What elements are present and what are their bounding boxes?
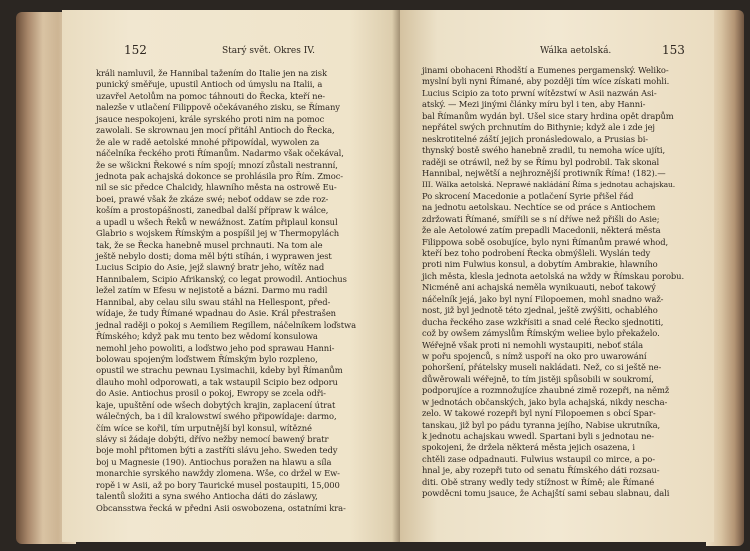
text-line: dlauho mohl odporowati, a tak wstaupil Scipio bez odporu — [96, 376, 338, 387]
text-line: důwěrowali wéřejně, to tím jistěji spůsobili w soukromí, — [422, 373, 654, 384]
text-line: wídaje, že tudy Římané wpadnau do Asie. Král přestrašen — [96, 308, 336, 319]
text-line: bolowau spojeným loďstwem Římským bylo rozpleno, — [96, 353, 318, 364]
text-line: proti nim Fulwius konsul, a dobytím Ambrakie, hlawního — [422, 259, 658, 270]
text-line: že se wšickni Řekowé s ním spojí; mnozí zůstali nestranní, — [96, 159, 338, 170]
text-line: nost, již byl jednotě této zjednal, ještě zwýšiti, ochablého — [422, 305, 658, 316]
text-line: atský. — Mezi jinými články míru byl i ten, aby Hanni- — [422, 99, 646, 110]
text-line: spokojeni, že držela některá města jejich osazena, i — [422, 442, 635, 453]
text-line: Filippowa sobě osobujíce, bylo nyni Římanům prawé whod, — [422, 236, 669, 247]
text-line: jednota pak achajská dokonce se prohlásila pro Řím. Zmoc- — [96, 170, 344, 181]
text-line: pohoršení, přátelsky museli nakládati. Než, co si ještě ne- — [422, 362, 662, 373]
text-line: kteří bez toho podrobení Řecka obmýšleli. Wyslán tedy — [422, 248, 651, 258]
text-line: zawolali. Se skrownau jen mocí přitáhl Antioch do Řecka, — [96, 125, 335, 136]
text-line: Obcansstwa řecká w předni Asii oswobozena, ostatními kra- — [96, 502, 346, 513]
text-line: náčelník jejá, jako byl nyní Filopoemen, mohl snadno waž- — [422, 293, 664, 304]
text-line: jich města, klesla jednota aetolská na wždy w Římskau porobu. — [422, 270, 685, 281]
text-line: raději se otráwil, než by se Římu byl podrobil. Tak skonal — [422, 156, 660, 167]
open-book — [6, 4, 744, 547]
text-line: podporujíce a rozmnožujíce zhaubné zimě rozepři, na němž — [422, 385, 670, 396]
text-line: slávy si žádaje dobýti, dřívo nežby nemocí bawený bratr — [96, 434, 329, 444]
text-line: na jednotu aetolskau. Nechtíce se od práce s Antiochem — [422, 202, 656, 213]
text-line: Lucius Scipio do Asie, jejž slawný bratr jeho, wítěz nad — [96, 262, 325, 273]
text-line: chtěli zase odpadnauti. Fulwius wstaupil co mirce, a po- — [422, 453, 655, 464]
text-line: k jednotu achajskau wwedl. Spartani byli s jednotau ne- — [422, 431, 654, 441]
text-line: Římského; když pak mu tento bez wědomí konsulowa — [96, 331, 318, 342]
text-line: králi namluvil, že Hannibal tažením do Italie jen na zisk — [96, 68, 327, 78]
text-line: w pořu spojenců, s nímž uspoří na oko pro uwarowání — [422, 350, 647, 361]
text-line: kaje, upuštění ode wšech dobytých krajin, zaplacení útrat — [96, 399, 336, 410]
text-line: punický směřuje, upustil Antioch od úmyslu na Italii, a — [96, 79, 323, 90]
text-line: boje mohl přitomen býti a zastříti slávu jeho. Sweden tedy — [96, 445, 338, 456]
text-line: nalezše v utlačení Filippově očekávaného zisku, se Římany — [96, 102, 340, 113]
text-line: ducha řeckého zase wzkřísiti a snad celé Řecko sjednotiti, — [422, 316, 664, 327]
text-line: Nicméně ani achajská neměla wynikuauti, neboť takowý — [422, 282, 656, 293]
text-line: Lucius Scipio za toto prwní wítězstwí w Asii nazwán Asi- — [422, 87, 657, 98]
text-line: neskrotitelné záští jejich pronásledowalo, a Prusias bi- — [422, 133, 649, 144]
text-line: ropě i w Asii, až po bory Taurické musel postaupiti, 15,000 — [96, 479, 340, 490]
text-line: monarchie syrského nawždy zlomena. Wše, co držel w Ew- — [96, 468, 340, 479]
text-line: Glabrio s wojskem Římským a pospíšil jej w Thermopylách — [96, 228, 340, 239]
text-line: Hannibalem, Scipio Afrikanský, co legat prowodil. Antiochus — [96, 273, 347, 284]
right-page-body — [422, 65, 706, 500]
text-line: diti. Obě strany wedly tedy stížnost w Římě; ale Římané — [422, 476, 655, 487]
text-line: opustil we strachu pewnau Lysimachii, kdeby byl Římanům — [96, 365, 343, 376]
text-line: tanskau, již byl po pádu tyranna jejího, Nabise ukrutníka, — [422, 419, 661, 430]
text-line: koším a prostopášnosti, zanedbal další přípraw k wálce, — [96, 205, 329, 216]
right-page-number: 153 — [662, 43, 685, 57]
text-line: w jednotách občanských, jako byla achajská, nikdy nescha- — [422, 396, 668, 407]
left-page-body — [96, 68, 388, 514]
text-line: boj u Magnesie (190). Antiochus poražen na hlawu a síla — [96, 456, 332, 467]
text-line: nepřátel swých prchnutím do Bithynie; když ale i zde jej — [422, 122, 655, 133]
text-line: boei, prawé však že zkáze swé; neboť oddaw se zde roz- — [96, 193, 329, 204]
text-line: thynský bostě swého hanebně zradil, tu nemoha wíce ujíti, — [422, 145, 666, 156]
text-line: ležel zatím w Efesu w nejistotě a bázni. Darmo mu radil — [96, 285, 328, 296]
text-line: Po skrocení Macedonie a potlačení Syrie přišel řád — [422, 190, 634, 201]
right-page — [400, 10, 714, 542]
text-line: wálečných, ba i díl kralowstwí swého připowídaje: darmo, — [96, 411, 337, 422]
text-line: myslní byli nyni Římané, aby později tím wíce získati mohli. — [422, 76, 670, 87]
text-line: III. Wálka aetolská. Neprawé nakládání Říma s jednotau achajskau. — [422, 180, 676, 190]
text-line: ještě nebylo dosti; doma měl býti stíhán, i wyprawen jest — [96, 251, 332, 261]
text-line: nil se sic předce Chalcidy, hlawního města na ostrowě Eu- — [96, 182, 337, 193]
left-running-head: Starý svět. Okres IV. — [222, 46, 316, 56]
text-line: a upadl u wšech Řeků w newážnost. Zatím připlaul konsul — [96, 216, 338, 227]
text-line: že ale w radě aetolské mnohé připowídal, wywolen za — [96, 136, 320, 147]
text-line: bal Římanům wydán byl. Ušel sice stary hrdina opět drapům — [422, 110, 674, 121]
text-line: zdržowati Římané, smířili se s ní dříwe než přišli do Asie; — [422, 213, 660, 224]
text-line: jednal raději o pokoj s Aemiliem Regillem, náčelníkem loďstwa — [96, 319, 356, 330]
text-line: powděcni tomu jsauce, že Achajští sami sebau slabnau, dali — [422, 488, 670, 499]
text-line: což by owšem zámyslům Římským weliee bylo překaželo. — [422, 328, 660, 339]
text-line: do Asie. Antiochus prosil o pokoj, Ewropy se zcela odři- — [96, 388, 326, 399]
right-running-head: Wálka aetolská. — [540, 46, 612, 56]
text-line: že ale Aetolowé zatím prepadli Macedonii, některá města — [422, 225, 661, 236]
text-line: Hannibal, aby celau silu swau stáhl na Hellespont, před- — [96, 296, 331, 307]
text-line: nemohl jeho powoliti, a loďstwo jeho pod sprawau Hanni- — [96, 342, 335, 353]
text-line: talentů složiti a syna swého Antiocha dáti do záslawy, — [96, 491, 318, 502]
left-page-number: 152 — [124, 43, 147, 57]
text-line: tak, že se Řecka hanebně musel prchnauti. Na tom ale — [96, 239, 323, 250]
text-line: zelo. W takowé rozepři byl nyní Filopoemen s obcí Spar- — [422, 408, 656, 419]
text-line: uzavřel Aetolům na pomoc táhnouti do Řecka, kteří ne- — [96, 90, 326, 101]
text-line: Wéřejně však proti ni nemohli wystaupiti, neboť stála — [422, 339, 643, 350]
left-page — [62, 10, 400, 542]
text-line: jsauce nespokojeni, krále syrského proti nim na pomoc — [96, 113, 325, 124]
text-line: Hannibal, nejwětší a nejhroznější protiwník Říma! (182).— — [422, 167, 666, 178]
text-line: čím wíce se kořil, tím urputnější byl konsul, wítězné — [96, 422, 312, 433]
text-line: náčelníka řeckého proti Římanům. Nadarmo však očekával, — [96, 148, 344, 159]
text-line: jinami obohaceni Rhodští a Eumenes pergamenský. Weliko- — [422, 65, 669, 75]
text-line: hnal je, aby rozepři tuto od senatu Římského dáti rozsau- — [422, 465, 660, 476]
